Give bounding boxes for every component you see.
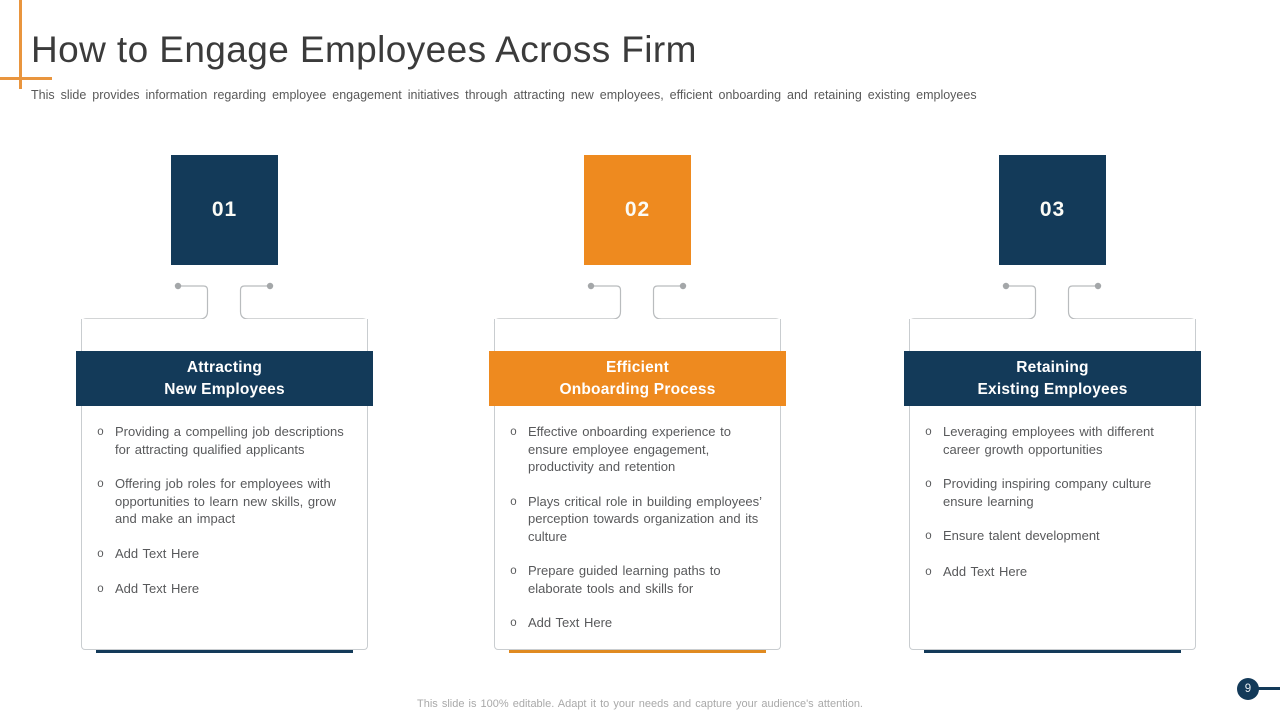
card-header-line2: Existing Employees (977, 380, 1128, 398)
orange-horizontal-accent-line (0, 77, 52, 80)
bullet-list (510, 420, 771, 650)
engagement-column-2 (489, 155, 786, 660)
list-item (97, 580, 358, 599)
bullet-text: Add Text Here (115, 545, 200, 561)
slide-subtitle: This slide provides information regarding employee engagement initiatives through attracting new employees, efficient onboarding and retaining existing employees (31, 88, 977, 102)
bullet-icon: o (510, 565, 517, 578)
card-bottom-accent-line (924, 650, 1181, 653)
bullet-icon: o (97, 478, 104, 491)
bullet-icon: o (925, 478, 932, 491)
step-number-box-02: 02 (584, 155, 691, 265)
bullet-icon: o (925, 565, 932, 579)
bullet-list (97, 420, 358, 616)
bullet-icon: o (510, 495, 517, 509)
connector-lines-icon (76, 275, 373, 325)
footer-note: This slide is 100% editable. Adapt it to your needs and capture your audience's attention. (417, 698, 863, 710)
bullet-text: Effective onboarding experience to ensure employee engagement, productivity and retention (528, 424, 731, 474)
bullet-icon: o (925, 426, 932, 439)
bullet-icon: o (510, 426, 517, 439)
bullet-list (925, 420, 1186, 598)
list-item (925, 423, 1186, 458)
card-header (76, 351, 373, 406)
bullet-icon: o (925, 530, 932, 543)
bullet-text: Leveraging employees with different career growth opportunities (943, 424, 1154, 457)
list-item (925, 527, 1186, 546)
card-header-line1: Attracting (186, 358, 263, 376)
list-item (97, 545, 358, 564)
page-badge-line (1258, 687, 1280, 690)
card-header-line2: Onboarding Process (559, 380, 716, 398)
list-item (510, 423, 771, 476)
card-header-line2: New Employees (164, 380, 285, 398)
bullet-text: Prepare guided learning paths to elaborate tools and skills for (528, 563, 721, 596)
step-number-box-01: 01 (171, 155, 278, 265)
list-item (925, 475, 1186, 510)
bullet-text: Providing a compelling job descriptions for attracting qualified applicants (115, 424, 344, 457)
engagement-column-1 (76, 155, 373, 660)
bullet-text: Providing inspiring company culture ensure learning (943, 476, 1152, 509)
list-item (97, 475, 358, 528)
connector-lines-icon (904, 275, 1201, 325)
bullet-text: Plays critical role in building employees’ perception towards organization and its culture (528, 493, 762, 544)
card-bottom-accent-line (509, 650, 766, 653)
bullet-icon: o (97, 426, 104, 439)
card-bottom-accent-line (96, 650, 353, 653)
list-item (97, 423, 358, 458)
page-number-badge: 9 (1237, 678, 1259, 700)
orange-vertical-accent-line (19, 0, 22, 89)
card-header (489, 351, 786, 406)
bullet-icon: o (97, 547, 104, 561)
step-number-box-03: 03 (999, 155, 1106, 265)
card-header-line1: Efficient (606, 358, 669, 376)
list-item (510, 614, 771, 633)
bullet-text: Add Text Here (115, 581, 200, 596)
slide-title: How to Engage Employees Across Firm (31, 29, 697, 70)
bullet-text: Add Text Here (943, 563, 1028, 579)
connector-lines-icon (489, 275, 786, 325)
card-header (904, 351, 1201, 406)
card-header-line1: Retaining (1016, 358, 1089, 376)
list-item (510, 493, 771, 546)
bullet-icon: o (510, 617, 517, 630)
engagement-column-3 (904, 155, 1201, 660)
list-item (925, 563, 1186, 582)
list-item (510, 562, 771, 597)
bullet-icon: o (97, 583, 104, 596)
bullet-text: Add Text Here (528, 615, 613, 630)
bullet-text: Ensure talent development (943, 528, 1100, 543)
bullet-text: Offering job roles for employees with opportunities to learn new skills, grow and make an impact (115, 476, 337, 526)
